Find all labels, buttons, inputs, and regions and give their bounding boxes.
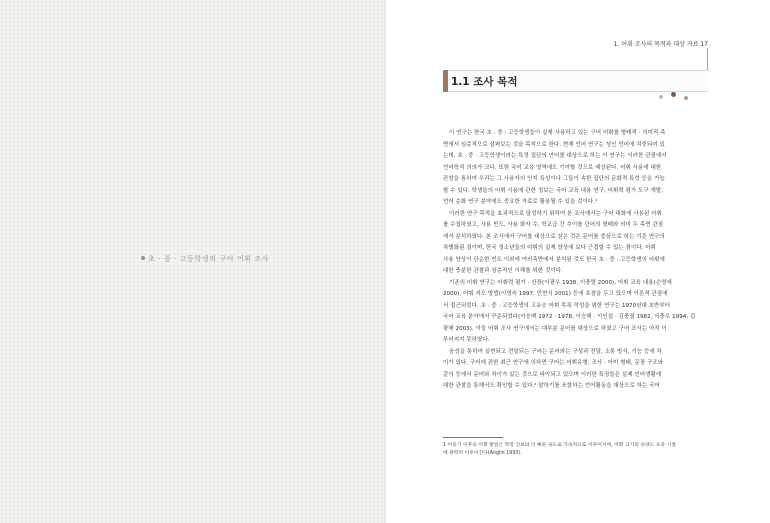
running-head: 1. 어휘 조사의 목적과 대상 자료 17 <box>613 41 708 48</box>
body-line: 이가 있다. 구어에 관한 최근 연구에 의하면 구어는 어휘유형, 조사 · 어미 형태, 문장 구조와 <box>443 360 664 366</box>
footnote-line: 에 광력히 이루어진다(Anglin 1993). <box>443 451 522 456</box>
decorative-dot-icon <box>659 95 663 99</box>
body-line: 서 접근되었다. 초 · 중 · 고등학생의 고유승 어휘 목록 작성을 위한 연구는 1970년대 초반부터 <box>443 302 671 309</box>
body-line: 이러한 연구 목적을 효과적으로 달성하기 위하여 본 조사에서는 구어 대화에 사용된 어휘 <box>449 210 662 217</box>
chapter-caption: 초 · 중 · 고등학생의 구어 어휘 조사 <box>148 255 270 263</box>
body-line: 사용 양상이 단순한 빈도 이외에 여러측면에서 분석된 것도 한국 초 · 중 · 고등학생의 어휘에 <box>443 256 665 263</box>
body-line: 는데, 초 · 중 · 고등학생이라는 특정 집단의 언어를 대상으로 하는 이 연구는 이러한 관점에서 <box>443 153 667 159</box>
bullet-dot-icon <box>141 256 145 260</box>
body-line: 루어지지 못하였다. <box>443 337 490 343</box>
body-line: 면에서 심층적으로 살펴보는 것을 목적으로 한다. 현재 언어 연구는 성인 언어에 치중되어 있 <box>443 141 665 148</box>
body-line: 이 연구는 한국 초 · 중 · 고등학생들이 실제 사용하고 있는 구어 어휘를 형태적 · 의미적 측 <box>449 130 666 136</box>
body-line: 차별화된 점이며, 한국 청소년들의 어휘의 실제 양상에 보다 근접할 수 있는 점이다. 어휘 <box>443 245 656 251</box>
body-line: 국어 교육 분야에서 꾸준되었다(이응백 1972 · 1978, 이승해 · 이인섭 · 김충열 1982, 이충우 1994, 김 <box>443 314 696 320</box>
body-line: 에서 분석하였다. 본 조사에서 구어를 대상으로 삼은 것은 문어를 중심으로 하는 기존 연구의 <box>443 233 665 240</box>
decorative-dot-icon <box>684 96 688 100</box>
body-line: 언어학적 의의가 크다. 또한 국어 교육 영역에도 기여할 것으로 예상된다. 어휘 사용에 대한 <box>443 164 662 171</box>
body-line: 같이 등에서 문어와 차이가 있는 것으로 파악되고 있으며 이러한 특징들은 실제 언어생활에 <box>443 371 662 378</box>
body-line: 언어 순화 연구 분야에도 중요한 자료로 활용될 수 있을 것이다.¹ <box>443 199 598 205</box>
body-line: 관찰을 통하여 우리는 그 사용자의 인지 특성이나 그들이 속한 집단의 문화적 특성 등을 가늠 <box>443 176 665 182</box>
body-line: 2000), 어휘 지도 방법(이영숙 1997, 민현식 2001) 등에 초점을 두고 있으며 이론적 관점에 <box>443 291 668 297</box>
body-text <box>443 128 713 393</box>
section-title: 1.1 조사 목적 <box>451 76 518 88</box>
body-line: 할 수 있다. 학생들의 어휘 사용에 관한 정보는 국어 교육 내용 연구, 어휘력 평가 도구 개발, <box>443 187 664 194</box>
body-line: 기존의 어휘 연구는 어휘력 평가 · 신장(이광우 1938, 이충렬 2000), 어휘 교육 내용(손영애 <box>449 279 672 286</box>
section-title-bar <box>443 70 708 92</box>
footnote-line: 1 아동기 이후의 어휘 발달은 학령 진보와 더 빠른 속도로 가속적으로 이루어지며, 어휘 크기의 유양도 초중 시절 <box>443 443 676 448</box>
footnotes <box>443 442 713 458</box>
footnote-rule <box>443 437 503 438</box>
body-line: 대한 충분한 관찰과 심층적인 이해를 위한 것이다. <box>443 268 563 274</box>
body-line: 대한 관찰을 통해서도 확인할 수 있다.² 말하기를 포함하는 언어활동을 대상으로 하는 국어 <box>443 383 660 389</box>
decorative-dot-icon <box>671 92 676 97</box>
body-line: 광해 2003). 이들 어휘 조사 연구에서는 대부분 문어를 대상으로 하였고 구어 조사는 아직 이 <box>443 325 667 332</box>
body-line: 를 수집하였고, 사용 빈도, 사용 화자 수, 학교급 간 추이를 단어의 형태와 의미 두 측면 관점 <box>443 222 664 228</box>
body-line: 음성을 통하여 실현되고 전달되는 구어는 문어와는 구성과 전달, 소통 방식, 기능 등에 차 <box>449 348 662 355</box>
right-page <box>387 0 770 523</box>
